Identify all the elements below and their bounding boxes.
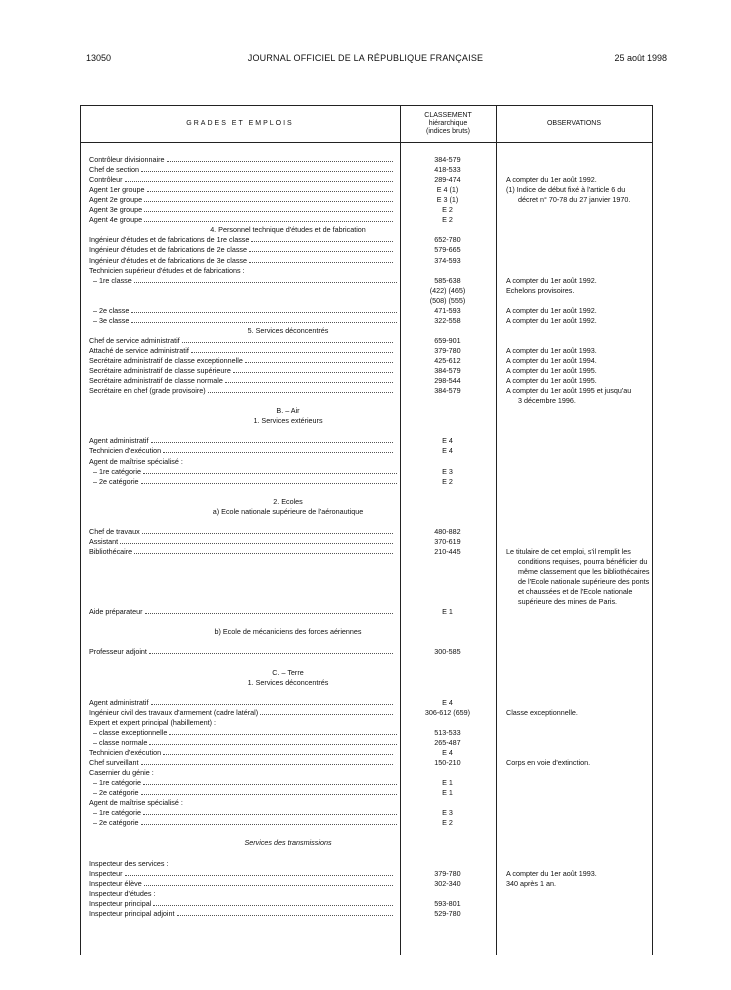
observation-note	[506, 356, 646, 366]
grade-label	[89, 286, 402, 296]
grade-label-text: Aide préparateur	[89, 607, 143, 617]
grade-label-text: Chef de service administratif	[89, 335, 180, 345]
dot-leader	[225, 376, 393, 383]
grade-label: Expert et expert principal (habillement) :	[89, 717, 217, 727]
grade-label-text: Ingénieur d'études et de fabrications de 2e classe	[89, 245, 248, 255]
dot-leader	[120, 537, 393, 544]
dot-leader	[251, 235, 393, 242]
grade-label-text: Agent 4e groupe	[89, 215, 143, 225]
grade-label	[89, 256, 395, 266]
page-header	[0, 53, 731, 67]
observation-line: A compter du 1er août 1992.	[506, 305, 597, 315]
classement-value: 384-579	[434, 366, 461, 376]
publication-date: 25 août 1998	[614, 53, 667, 63]
grade-label-text: Secrétaire administratif de classe supérieure	[89, 366, 231, 376]
observation-note	[506, 869, 646, 889]
grade-label-text: Agent administratif	[89, 697, 149, 707]
classement-line-2: hiérarchique	[428, 120, 468, 127]
grade-label	[89, 346, 395, 356]
grade-label-text: – 1re catégorie	[93, 778, 141, 788]
classement-value: 302-340	[434, 878, 461, 888]
dot-leader	[131, 316, 397, 323]
dot-leader	[142, 527, 393, 534]
section-heading: 4. Personnel technique d'études et de fabrication	[210, 225, 366, 235]
grade-label-text: Technicien d'exécution	[89, 747, 162, 757]
observation-note	[506, 185, 646, 205]
grade-label-text: Secrétaire en chef (grade provisoire)	[89, 386, 206, 396]
observation-line: et chaussées et de l'Ecole nationale	[506, 586, 633, 596]
classement-value: 480-882	[434, 526, 461, 536]
grade-label-text: Chef surveillant	[89, 758, 139, 767]
grade-label	[89, 276, 399, 286]
column-header-grades: GRADES ET EMPLOIS	[186, 120, 294, 127]
classement-value: (508) (555)	[429, 295, 466, 305]
dot-leader	[182, 336, 393, 343]
dot-leader	[144, 205, 393, 212]
observation-note	[506, 708, 646, 718]
classement-value: E 4	[442, 697, 453, 707]
grade-label	[89, 205, 395, 215]
grade-label: Inspecteur d'études :	[89, 888, 156, 898]
grade-label	[89, 818, 399, 828]
grade-label	[89, 185, 395, 195]
observation-line: A compter du 1er août 1995 et jusqu'au	[506, 386, 632, 396]
observation-line: Corps en voie d'extinction.	[506, 758, 591, 767]
classement-value: E 4	[442, 436, 453, 446]
grade-label	[89, 165, 395, 175]
section-heading: Services des transmissions	[244, 838, 332, 848]
observation-line: A compter du 1er août 1992.	[506, 175, 597, 185]
dot-leader	[260, 708, 393, 715]
observation-line: 3 décembre 1996.	[506, 396, 576, 406]
classement-value: 210-445	[434, 546, 461, 556]
classement-value: 370-619	[434, 536, 461, 546]
dot-leader	[145, 607, 393, 614]
dot-leader	[233, 366, 393, 373]
classement-line-1: CLASSEMENT	[424, 112, 472, 119]
grade-label	[89, 477, 399, 487]
column-header-observations: OBSERVATIONS	[546, 120, 602, 127]
classement-value: E 1	[442, 607, 453, 617]
dot-leader	[141, 788, 397, 795]
section-heading: 1. Services déconcentrés	[247, 677, 329, 687]
dot-leader	[144, 195, 393, 202]
classement-value: E 4	[442, 747, 453, 757]
table-border-right	[652, 105, 653, 955]
dot-leader	[245, 356, 393, 363]
grade-label-text: Professeur adjoint	[89, 647, 147, 657]
grade-label-text: Inspecteur principal adjoint	[89, 908, 175, 918]
grade-label	[89, 909, 395, 919]
grade-label	[89, 788, 399, 798]
dot-leader	[249, 256, 393, 263]
grade-label-text: Agent 2e groupe	[89, 195, 143, 205]
observation-note	[506, 758, 646, 768]
dot-leader	[125, 869, 393, 876]
classement-value: E 2	[442, 205, 453, 215]
classement-value: E 2	[442, 818, 453, 828]
grade-label	[89, 708, 395, 718]
grade-label	[89, 738, 399, 748]
classement-value: E 1	[442, 778, 453, 788]
dot-leader	[144, 879, 393, 886]
grade-label: Technicien supérieur d'études et de fabrications :	[89, 265, 245, 275]
observation-line: A compter du 1er août 1993.	[506, 345, 597, 355]
grade-label-text: Assistant	[89, 536, 119, 546]
classement-value: 300-585	[434, 647, 461, 657]
classement-value: 659-901	[434, 335, 461, 345]
classement-value: E 2	[442, 476, 453, 486]
observation-line: (1) Indice de début fixé à l'article 6 du	[506, 185, 626, 195]
dot-leader	[149, 738, 397, 745]
observation-note	[506, 316, 646, 326]
grade-label-text: Technicien d'exécution	[89, 446, 162, 456]
classement-value: 150-210	[434, 758, 461, 767]
dot-leader	[163, 748, 393, 755]
grade-label	[89, 155, 395, 165]
grade-label-text: Inspecteur	[89, 868, 123, 878]
grade-label-text: – 1re catégorie	[93, 466, 141, 476]
classement-value: 374-593	[434, 255, 461, 265]
observation-line: A compter du 1er août 1992.	[506, 315, 597, 325]
page-number: 13050	[86, 53, 112, 63]
classement-value: (422) (465)	[429, 285, 466, 295]
grade-label	[89, 296, 402, 306]
grade-label-text: Chef de section	[89, 165, 139, 175]
dot-leader	[208, 386, 393, 393]
classement-value: E 4 (1)	[436, 185, 459, 195]
grade-label	[89, 808, 399, 818]
observation-line: A compter du 1er août 1994.	[506, 356, 597, 365]
grade-label	[89, 366, 395, 376]
grade-label	[89, 195, 395, 205]
grade-label-text: Ingénieur civil des travaux d'armement (cadre latéral)	[89, 707, 259, 717]
dot-leader	[169, 728, 397, 735]
dot-leader	[167, 155, 393, 162]
grade-label	[89, 356, 395, 366]
observation-line: même classement que les bibliothécaires	[506, 566, 650, 576]
dot-leader	[134, 276, 397, 283]
grade-label-text: Chef de travaux	[89, 526, 140, 536]
dot-leader	[134, 547, 393, 554]
classement-value: 471-593	[434, 305, 461, 315]
observation-line: A compter du 1er août 1995.	[506, 376, 597, 386]
observation-line: A compter du 1er août 1993.	[506, 868, 597, 878]
grade-label-text: Ingénieur d'études et de fabrications de 3e classe	[89, 255, 248, 265]
classement-value: 306-612 (659)	[424, 707, 471, 717]
grade-label-text: Secrétaire administratif de classe exceptionnelle	[89, 356, 243, 365]
grade-label	[89, 698, 395, 708]
dot-leader	[151, 436, 393, 443]
grade-label: Inspecteur des services :	[89, 858, 169, 868]
classement-value: 298-544	[434, 376, 461, 386]
grade-label-text: Contrôleur divisionnaire	[89, 155, 165, 164]
grade-label-text: Secrétaire administratif de classe normale	[89, 376, 223, 386]
grade-label-text: – classe exceptionnelle	[93, 727, 168, 737]
classement-value: E 3 (1)	[436, 195, 459, 205]
observation-note	[506, 366, 646, 376]
grade-label-text: – classe normale	[93, 737, 148, 747]
grade-label-text: – 1re catégorie	[93, 808, 141, 818]
grade-label	[89, 537, 395, 547]
journal-title: JOURNAL OFFICIEL DE LA RÉPUBLIQUE FRANÇAISE	[247, 53, 484, 63]
classement-value: E 3	[442, 808, 453, 818]
dot-leader	[143, 467, 397, 474]
observation-line: de l'Ecole nationale supérieure des ponts	[506, 576, 650, 586]
dot-leader	[147, 185, 393, 192]
grade-label	[89, 869, 395, 879]
header-rule	[80, 142, 653, 143]
grade-label	[89, 467, 399, 477]
grade-label	[89, 245, 395, 255]
observation-line: 340 après 1 an.	[506, 878, 556, 888]
dot-leader	[149, 647, 393, 654]
grade-label	[89, 527, 395, 537]
grade-label: Agent de maîtrise spécialisé :	[89, 456, 183, 466]
section-heading: C. – Terre	[272, 667, 304, 677]
dot-leader	[144, 215, 393, 222]
grade-label-text: – 2e catégorie	[93, 476, 139, 486]
grade-label-text: Contrôleur	[89, 175, 123, 185]
grade-label: Casernier du génie :	[89, 768, 154, 778]
observation-line: conditions requises, pourra bénéficier du	[506, 556, 648, 566]
observation-line: décret n° 70-78 du 27 janvier 1970.	[506, 195, 631, 205]
grade-label	[89, 778, 399, 788]
grade-label-text: Agent administratif	[89, 436, 149, 446]
classement-value: E 4	[442, 446, 453, 456]
grade-label	[89, 879, 395, 889]
grade-label-text: – 2e catégorie	[93, 788, 139, 798]
column-header-classement	[400, 112, 496, 136]
grade-label: Agent de maîtrise spécialisé :	[89, 798, 183, 808]
classement-value: 425-612	[434, 356, 461, 365]
section-heading: 5. Services déconcentrés	[247, 325, 329, 335]
grade-label	[89, 647, 395, 657]
grade-label	[89, 175, 395, 185]
dot-leader	[249, 245, 393, 252]
dot-leader	[163, 446, 393, 453]
dot-leader	[153, 899, 393, 906]
dot-leader	[191, 346, 393, 353]
classement-line-3: (indices bruts)	[426, 128, 470, 135]
grade-label-text: Attaché de service administratif	[89, 345, 189, 355]
section-heading: B. – Air	[276, 406, 300, 416]
classement-value: 418-533	[434, 165, 461, 175]
observation-line: Echelons provisoires.	[506, 285, 575, 295]
column-divider-2	[496, 105, 497, 955]
classement-value: 513-533	[434, 727, 461, 737]
dot-leader	[141, 165, 393, 172]
dot-leader	[177, 909, 393, 916]
grade-label-text: – 2e classe	[93, 305, 130, 315]
classement-value: 384-579	[434, 155, 461, 164]
table-top-rule	[80, 105, 653, 106]
grade-label	[89, 728, 399, 738]
classement-value: 384-579	[434, 386, 461, 396]
observation-note	[506, 346, 646, 356]
grade-label	[89, 316, 399, 326]
dot-leader	[141, 758, 393, 765]
observation-line: supérieure des mines de Paris.	[506, 596, 618, 606]
grade-label	[89, 306, 399, 316]
grade-label-text: Bibliothécaire	[89, 546, 133, 556]
grade-label	[89, 436, 395, 446]
classement-value: 652-780	[434, 235, 461, 245]
classement-value: 579-665	[434, 245, 461, 255]
observation-line: A compter du 1er août 1995.	[506, 366, 597, 376]
dot-leader	[151, 698, 393, 705]
classement-value: E 3	[442, 466, 453, 476]
classement-value: E 1	[442, 788, 453, 798]
section-heading: b) Ecole de mécaniciens des forces aériennes	[214, 627, 362, 637]
grade-label-text: – 3e classe	[93, 315, 130, 325]
observation-line: A compter du 1er août 1992.	[506, 275, 597, 285]
grade-label	[89, 376, 395, 386]
observation-note	[506, 546, 650, 607]
observation-note	[506, 175, 646, 185]
grade-label-text: Inspecteur élève	[89, 878, 142, 888]
grade-label	[89, 386, 395, 396]
classement-value: 529-780	[434, 908, 461, 918]
observation-note	[506, 386, 646, 406]
classement-value: 585-638	[434, 275, 461, 285]
dot-leader	[143, 808, 397, 815]
observation-line: Classe exceptionnelle.	[506, 707, 578, 717]
dot-leader	[141, 818, 397, 825]
grade-label	[89, 607, 395, 617]
section-heading: 2. Ecoles	[273, 496, 303, 506]
grade-label	[89, 235, 395, 245]
observation-note	[506, 276, 646, 296]
classement-value: 265-487	[434, 737, 461, 747]
classement-value: 289-474	[434, 175, 461, 185]
dot-leader	[141, 477, 397, 484]
grade-label-text: Agent 1er groupe	[89, 185, 145, 195]
grade-label	[89, 899, 395, 909]
dot-leader	[131, 306, 397, 313]
grade-label	[89, 758, 395, 768]
section-heading: a) Ecole nationale supérieure de l'aéronautique	[212, 506, 364, 516]
classement-value: 593-801	[434, 898, 461, 908]
grade-label	[89, 547, 395, 557]
observation-line: Le titulaire de cet emploi, s'il remplit les	[506, 546, 631, 556]
dot-leader	[125, 175, 393, 182]
observation-note	[506, 376, 646, 386]
grade-label-text: Agent 3e groupe	[89, 205, 143, 215]
classement-value: 379-780	[434, 345, 461, 355]
grade-label-text: – 1re classe	[93, 275, 132, 285]
classement-value: 322-558	[434, 315, 461, 325]
grade-label	[89, 336, 395, 346]
section-heading: 1. Services extérieurs	[253, 416, 323, 426]
grades-table	[80, 105, 653, 955]
grade-label-text: – 2e catégorie	[93, 818, 139, 828]
classement-value: 379-780	[434, 868, 461, 878]
grade-label	[89, 446, 395, 456]
grade-label	[89, 215, 395, 225]
dot-leader	[143, 778, 397, 785]
observation-note	[506, 306, 646, 316]
grade-label-text: Inspecteur principal	[89, 898, 152, 908]
grade-label-text: Ingénieur d'études et de fabrications de 1re classe	[89, 235, 250, 245]
classement-value: E 2	[442, 215, 453, 225]
grade-label	[89, 748, 395, 758]
